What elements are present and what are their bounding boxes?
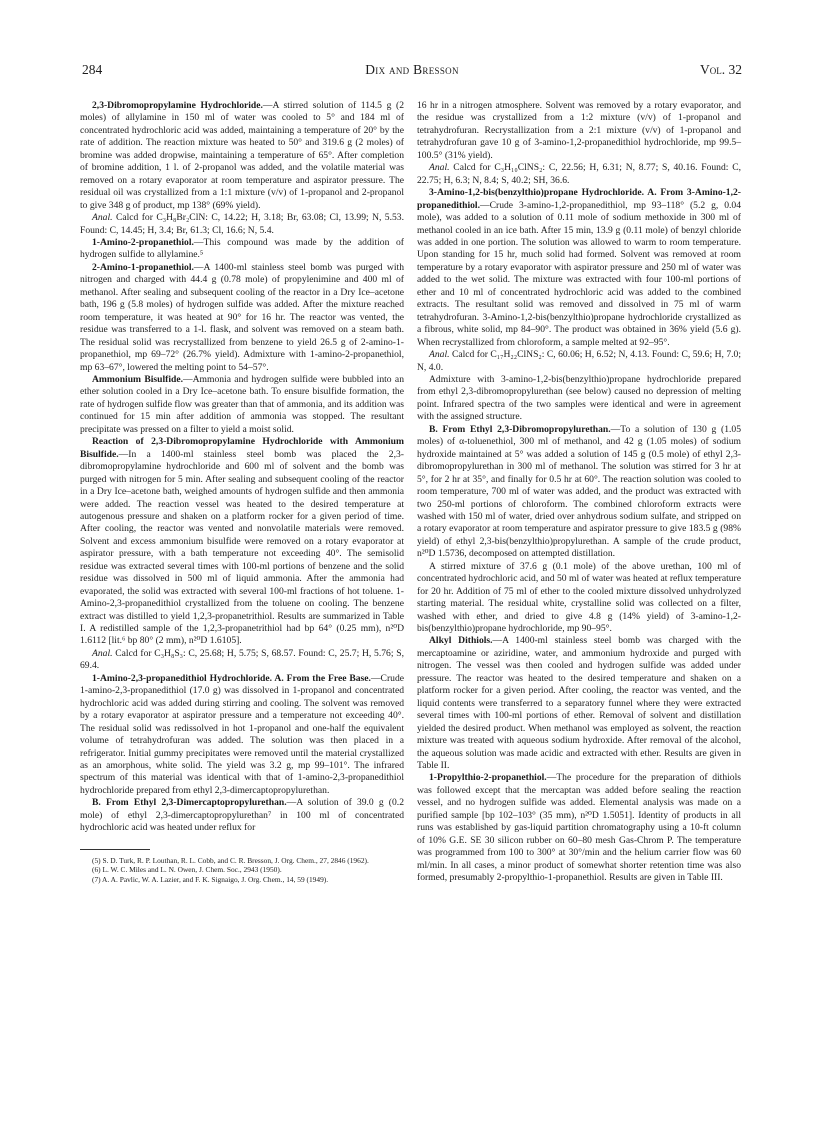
paragraph: [417, 187, 741, 349]
analysis-label: Anal.: [429, 162, 450, 174]
paragraph-text: Calcd for C₃H₈S₃: C, 25.68; H, 5.75; S, 68.57. Found: C, 25.7; H, 5.76; S, 69.4.: [80, 647, 404, 672]
section-heading: 2-Amino-1-propanethiol.: [92, 261, 194, 273]
section-heading: Ammonium Bisulfide.: [92, 373, 184, 385]
paragraph: [417, 162, 741, 187]
paragraph: [80, 436, 404, 648]
paragraph-text: —A solution of 39.0 g (0.2 mole) of ethyl 2,3-dimercaptopropylurethan⁷ in 100 ml of concentrated hydrochloric acid was heated under reflux for: [80, 797, 404, 834]
footnote: (6) L. W. C. Miles and L. N. Owen, J. Chem. Soc., 2943 (1950).: [92, 865, 282, 875]
paragraph-text: —In a 1400-ml stainless steel bomb was placed the 2,3-dibromopropylamine hydrochloride and 600 ml of solvent and the bomb was purged with nitrogen for 5 min. After sealing and subsequent cooling of the reactor in a Dry Ice–acetone bath, weighed amounts of hydrogen sulfide and then ammonia were added. The reaction vessel was heated to the desired temperature at autogenous pressure and shaken on a platform rocker for a given period of time. After cooling, the reactor was vented and nonvolatile materials were removed. Solvent and excess ammonium bisulfide were removed on a rotary evaporator at aspirator pressure, with a bath temperature not exceeding 40°. The semisolid residue was extracted several times with 100-ml portions of benzene and the solid residue was dissolved in 500 ml of liquid ammonia. After the ammonia had evaporated, the solid was extracted with several 100-ml fractions of hot toluene. 1-Amino-2,3-propanedithiol crystallized from the toluene on cooling. The benzene extract was distilled to yield 1,2,3-propanetrithiol. Results are summarized in Table I. A redistilled sample of the 1,2,3-propanetrithiol had bp 64° (0.25 mm), n²⁰D 1.6112 [lit.⁶ bp 80° (2 mm), n²⁰D 1.6105].: [80, 448, 404, 647]
section-heading: B. From Ethyl 2,3-Dimercaptopropylurethan.: [92, 797, 287, 809]
paragraph-text: Calcd for C₃H₁₀ClNS₂: C, 22.56; H, 6.31; N, 8.77; S, 40.16. Found: C, 22.75; H, 6.3; N, 8.4; S, 40.2; SH, 36.6.: [417, 162, 741, 186]
section-heading: B. From Ethyl 2,3-Dibromopropylurethan.: [429, 423, 611, 435]
section-heading: 3-Amino-1,2-bis(benzylthio)propane Hydrochloride. A. From 3-Amino-1,2-propanedithiol.: [417, 187, 741, 211]
paragraph: [417, 772, 741, 884]
paragraph: [80, 100, 404, 212]
paragraph: [80, 237, 404, 262]
section-heading: 1-Amino-2-propanethiol.: [92, 236, 194, 248]
paragraph: [417, 424, 741, 561]
paragraph-text: —To a solution of 130 g (1.05 moles) of α-toluenethiol, 300 ml of methanol, and 42 g (1.05 moles) of sodium hydroxide maintained at 5° was added a solution of 145 g (0.5 mole) of ethyl 2,3-dibromopropylurethan in 300 ml of methanol. The solution was stirred for 3 hr at 5°, for 2 hr at 35°, and finally for 0.5 hr at 60°. The reaction solution was cooled to room temperature, 700 ml of water was added, and the product was extracted with two 250-ml portions of chloroform. The combined chloroform extracts were washed with 150 ml of water, dried over anhydrous sodium sulfate, and stripped on a rotary evaporator at room temperature and aspirator pressure to give 183.5 g (98% yield) of ethyl 2,3-bis(benzylthio)propylurethan. A sample of the crude product, n²⁰D 1.5736, decomposed on attempted distillation.: [417, 423, 741, 560]
section-heading: 1-Amino-2,3-propanedithiol Hydrochloride. A. From the Free Base.: [92, 672, 371, 684]
analysis-label: Anal.: [429, 349, 450, 361]
paragraph: [80, 673, 404, 798]
paragraph: [417, 561, 741, 636]
paragraph-text: —This compound was made by the addition of hydrogen sulfide to allylamine.⁵: [80, 236, 404, 261]
analysis-label: Anal.: [92, 647, 113, 659]
paragraph-text: Calcd for C₁₇H₂₂ClNS₂: C, 60.06; H, 6.52; N, 4.13. Found: C, 59.6; H, 7.0; N, 4.0.: [417, 349, 741, 373]
paragraph: [417, 100, 741, 162]
paragraph-text: —A stirred solution of 114.5 g (2 moles) of allylamine in 150 ml of water was cooled to 5° and 184 ml of concentrated hydrochloric acid was added, maintaining a temperature of 20° by the rate of addition. The reaction mixture was heated to 50° and 319.6 g (2 moles) of bromine was added dropwise, maintaining a temperature of 65°. After completion of bromine addition, 1 l. of 2-propanol was added, and the volatile material was removed on a rotary evaporator at room temperature and aspirator pressure. The residual oil was crystallized from a 1:1 mixture (v/v) of 1-propanol and 2-propanol to give 348 g of product, mp 138° (69% yield).: [80, 100, 404, 211]
paragraph-text: Admixture with 3-amino-1,2-bis(benzylthio)propane hydrochloride prepared from ethyl 2,3-dibromopropylurethan (see below) caused no depression of melting point. Infrared spectra of the two samples were identical and were in agreement with the assigned structure.: [417, 373, 741, 423]
paragraph-text: —Ammonia and hydrogen sulfide were bubbled into an ether solution cooled in a Dry Ice–acetone bath. To ensure bisulfide formation, the rate of hydrogen sulfide flow was greater than that of ammonia, and its addition was continued for 15 min after addition of ammonia was stopped. The resultant precipitate was pressed on a filter to yield a moist solid.: [80, 373, 404, 435]
page-number: 284: [82, 62, 103, 77]
paragraph-text: —A 1400-ml stainless steel bomb was charged with the mercaptoamine or aziridine, water, and ammonium hydroxide and purged with nitrogen. The vessel was then cooled and hydrogen sulfide was added under pressure. The reactor was heated to the desired temperature and shaken on a platform rocker for a given period. After cooling, the reactor was vented, and the liquid contents were transferred to a separatory funnel where they were extracted several times with 100-ml portions of ether. Removal of solvent and distillation yielded the desired product. When methanol was employed as solvent, the reaction mixture was treated with aqueous sodium hydroxide. After removal of the alcohol, the aqueous solution was made acidic and extracted with ether. Results are given in Table II.: [417, 635, 741, 772]
page-header: [82, 62, 742, 82]
paragraph: [80, 212, 404, 237]
paragraph: [417, 349, 741, 374]
right-column: [417, 100, 741, 885]
paragraph: [80, 797, 404, 834]
analysis-label: Anal.: [92, 212, 113, 224]
footnote: (5) S. D. Turk, R. P. Louthan, R. L. Cobb, and C. R. Bresson, J. Org. Chem., 27, 2846 (1962).: [92, 855, 369, 865]
paragraph-text: 16 hr in a nitrogen atmosphere. Solvent was removed by a rotary evaporator, and the residue was crystallized from a 1:2 mixture (v/v) of 1-propanol and tetrahydrofuran. Recrystallization from a 2:1 mixture (v/v) of 1-propanol and tetrahydrofuran gave 10 g of 3-amino-1,2-propanedithiol hydrochloride, mp 99.5–100.5° (31% yield).: [417, 100, 741, 161]
section-heading: 2,3-Dibromopropylamine Hydrochloride.: [92, 100, 263, 111]
footnote: (7) A. A. Pavlic, W. A. Lazier, and F. K. Signaigo, J. Org. Chem., 14, 59 (1949).: [92, 874, 329, 884]
volume-label: Vol. 32: [700, 62, 742, 77]
paragraph: [417, 374, 741, 424]
paragraph-text: —The procedure for the preparation of dithiols was followed except that the mercaptan was added before sealing the reaction vessel, and no hydrogen sulfide was added. Elemental analysis was made on a purified sample [bp 102–103° (35 mm), n²⁰D 1.5051]. Identity of products in all runs was established by gas-liquid partition chromatography using a 10-ft column of 10% G.E. SE 30 silicon rubber on 60–80 mesh Gas-Chrom P. The temperature was programmed from 100 to 300° at 30°/min and the helium carrier flow was 60 ml/min. In all cases, a minor product of somewhat shorter retention time was also formed, presumably 2-propylthio-1-propanethiol. Results are given in Table III.: [417, 772, 741, 884]
footnote-rule: [80, 849, 150, 850]
section-heading: 1-Propylthio-2-propanethiol.: [429, 772, 547, 784]
paragraph: [417, 635, 741, 772]
paragraph: [80, 262, 404, 374]
paragraph-text: —A 1400-ml stainless steel bomb was purged with nitrogen and charged with 44.4 g (0.78 mole) of propylenimine and 400 ml of methanol. After sealing and subsequent cooling of the reactor in a Dry Ice–acetone bath, 196 g (5.8 moles) of hydrogen sulfide was added. After the mixture reached room temperature, it was heated at 90° for 16 hr. The reactor was vented, the residue was transferred to a 1-l. flask, and solvent was removed on a steam bath. The residual solid was recrystallized from benzene to yield 26.5 g of 2-amino-1-propanethiol, mp 69–72° (26.7% yield). Admixture with 1-amino-2-propanethiol, mp 63–67°, lowered the melting point to 54–57°.: [80, 261, 404, 373]
section-heading: Alkyl Dithiols.: [429, 635, 493, 647]
right-paragraphs: [417, 100, 741, 885]
footnotes: [80, 856, 404, 885]
paragraph: [80, 648, 404, 673]
section-heading: Reaction of 2,3-Dibromopropylamine Hydrochloride with Ammonium Bisulfide.: [80, 436, 404, 460]
left-paragraphs: [80, 100, 404, 835]
paragraph-text: Calcd for C₃H₈Br₂ClN: C, 14.22; H, 3.18; Br, 63.08; Cl, 13.99; N, 5.53. Found: C, 14.45; H, 3.4; Br, 61.3; Cl, 16.6; N, 5.4.: [80, 212, 404, 236]
running-title: Dix and Bresson: [365, 62, 459, 77]
paragraph-text: A stirred mixture of 37.6 g (0.1 mole) of the above urethan, 100 ml of concentrated hydrochloric acid, and 50 ml of water was heated at reflux temperature for 20 hr. Addition of 75 ml of ether to the cooled mixture dissolved unhydrolyzed starting material. The residual white, crystalline solid was collected on a filter, washed with ether, and dried to give 4.8 g (14% yield) of 3-amino-1,2-bis(benzylthio)propane hydrochloride, mp 90–95°.: [417, 560, 741, 635]
paragraph: [80, 374, 404, 436]
paragraph-text: —Crude 1-amino-2,3-propanedithiol (17.0 g) was dissolved in 1-propanol and concentrated hydrochloric acid was added during stirring and cooling. The solvent was removed by a rotary evaporator at aspirator pressure and a temperature not exceeding 40°. The residual solid was redissolved in hot 1-propanol and one-half the equivalent volume of tetrahydrofuran was added. The solution was then placed in a refrigerator. Initial gummy precipitates were removed until the material crystallized as an amorphous, white solid. The yield was 3.2 g, mp 99–101°. The infrared spectrum of this material was identical with that of 1-amino-2,3-propanedithiol hydrochloride prepared from ethyl 2,3-dimercaptopropylurethan.: [80, 672, 404, 796]
paragraph-text: —Crude 3-amino-1,2-propanedithiol, mp 93–118° (5.2 g, 0.04 mole), was added to a solution of 0.11 mole of sodium methoxide in 300 ml of methanol cooled in an ice bath. After 15 min, 13.9 g (0.11 mole) of benzyl chloride was added in one portion. The solution was allowed to warm to room temperature. Upon standing for 15 hr, much solid had formed. Solvent was removed at room temperature by a rotary evaporator with aspirator pressure and 250 ml of water was added to the wet solid. The mixture was extracted with four 100-ml portions of ether and 10 ml of concentrated hydrochloric acid was added to the combined extracts. The resultant solid was removed and dissolved in 75 ml of warm tetrahydrofuran. 3-Amino-1,2-bis(benzylthio)propane hydrochloride crystallized as a fibrous, white solid, mp 84–90°. The product was obtained in 36% yield (5.6 g). When recrystallized from chloroform, a sample melted at 92–95°.: [417, 199, 741, 348]
left-column: [80, 100, 404, 885]
